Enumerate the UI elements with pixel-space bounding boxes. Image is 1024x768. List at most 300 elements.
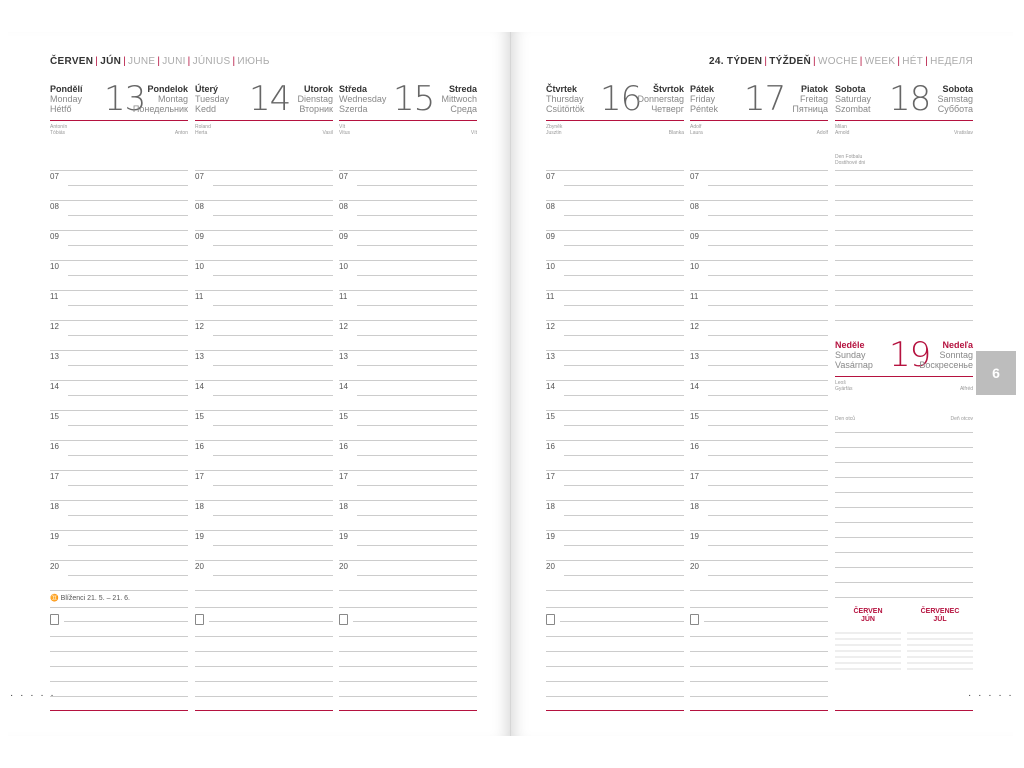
hour-slot[interactable] — [195, 164, 333, 194]
saturday-line[interactable] — [835, 305, 973, 306]
day-column — [690, 79, 828, 571]
hour-slot[interactable] — [50, 344, 188, 374]
hour-slot[interactable] — [690, 344, 828, 374]
hour-slot[interactable] — [546, 374, 684, 404]
saturday-line[interactable] — [835, 215, 973, 216]
zodiac-note — [50, 594, 130, 602]
note-line[interactable] — [690, 696, 828, 697]
day-column-saturday — [835, 79, 973, 623]
hour-slot[interactable] — [195, 254, 333, 284]
day-name-sk: Pondelok — [147, 84, 188, 94]
half-hour-line — [68, 455, 188, 456]
hour-label: 12 — [50, 322, 59, 331]
hour-slot[interactable] — [339, 524, 477, 554]
hour-slot[interactable] — [690, 464, 828, 494]
hour-line — [546, 170, 684, 171]
week-header: 24. TÝDEN | TÝŽDEŇ | WOCHE | WEEK | HÉT | НЕДЕЛЯ — [709, 56, 973, 67]
hour-slot[interactable] — [690, 314, 828, 344]
note-line[interactable] — [339, 681, 477, 682]
name-day-sk: Vratislav — [954, 130, 973, 136]
hour-line — [690, 170, 828, 171]
half-hour-line — [564, 485, 684, 486]
name-day-cz: Antonín — [50, 124, 68, 130]
hour-label: 18 — [50, 502, 59, 511]
hour-line — [546, 530, 684, 531]
hour-label: 15 — [50, 412, 59, 421]
hour-label: 15 — [195, 412, 204, 421]
note-line[interactable] — [690, 666, 828, 667]
hour-label: 17 — [195, 472, 204, 481]
note-line[interactable] — [195, 681, 333, 682]
mini-cal-month-sk: JÚN — [860, 616, 875, 623]
hour-label: 15 — [339, 412, 348, 421]
note-line[interactable] — [690, 636, 828, 637]
hour-line — [339, 200, 477, 201]
note-line[interactable] — [50, 696, 188, 697]
day-name-left — [690, 84, 718, 114]
hour-slot[interactable] — [690, 554, 828, 584]
hour-line — [50, 260, 188, 261]
day-name-cz: Neděle — [835, 340, 865, 350]
sunday-line[interactable] — [835, 447, 973, 448]
note-line[interactable] — [50, 651, 188, 652]
half-hour-line — [708, 575, 828, 576]
mini-calendars — [835, 608, 973, 698]
hour-label: 09 — [546, 232, 555, 241]
name-days — [546, 124, 684, 136]
sunday-line[interactable] — [835, 567, 973, 568]
hour-slot[interactable] — [50, 374, 188, 404]
sunday-line[interactable] — [835, 492, 973, 493]
name-day-cz: Leoš — [835, 380, 846, 386]
day-number: 14 — [249, 79, 291, 119]
hour-slot[interactable] — [195, 344, 333, 374]
hour-line — [195, 560, 333, 561]
half-hour-line — [213, 485, 333, 486]
hour-slot[interactable] — [690, 254, 828, 284]
hour-slot[interactable] — [339, 464, 477, 494]
hour-slot[interactable] — [339, 494, 477, 524]
hour-slot[interactable] — [690, 194, 828, 224]
hour-slot[interactable] — [690, 164, 828, 194]
hour-line — [690, 290, 828, 291]
day-name-cz: Pátek — [690, 84, 715, 94]
header-rule — [50, 120, 188, 121]
half-hour-line — [564, 425, 684, 426]
half-hour-line — [708, 455, 828, 456]
note-line[interactable] — [195, 636, 333, 637]
hour-slot[interactable] — [50, 164, 188, 194]
hour-label: 16 — [690, 442, 699, 451]
saturday-line[interactable] — [835, 200, 973, 201]
sunday-line[interactable] — [835, 432, 973, 433]
hour-slot[interactable] — [195, 194, 333, 224]
day-name-hu: Hétfő — [50, 104, 72, 114]
hour-line — [339, 560, 477, 561]
half-hour-line — [708, 215, 828, 216]
half-hour-line — [357, 485, 477, 486]
half-hour-line — [708, 245, 828, 246]
hour-line — [690, 320, 828, 321]
sunday-line[interactable] — [835, 537, 973, 538]
hour-line — [195, 290, 333, 291]
hour-slot[interactable] — [195, 434, 333, 464]
corner-dots-right: · · · · · — [968, 690, 1014, 701]
hour-slot[interactable] — [546, 284, 684, 314]
half-hour-line — [564, 575, 684, 576]
hour-line — [50, 350, 188, 351]
sunday-line[interactable] — [835, 552, 973, 553]
note-line[interactable] — [50, 681, 188, 682]
half-hour-line — [564, 245, 684, 246]
hour-slot[interactable] — [195, 554, 333, 584]
half-hour-line — [68, 395, 188, 396]
zodiac-text: Blíženci 21. 5. – 21. 6. — [60, 595, 130, 602]
bottom-rule — [339, 710, 477, 711]
half-hour-line — [213, 515, 333, 516]
hour-slot[interactable] — [339, 554, 477, 584]
saturday-line[interactable] — [835, 275, 973, 276]
half-hour-line — [213, 395, 333, 396]
note-line[interactable] — [546, 696, 684, 697]
hour-slot[interactable] — [195, 524, 333, 554]
day-name-en: Monday — [50, 94, 83, 104]
day-name-sk: Štvrtok — [652, 84, 684, 94]
day-number: 19 — [889, 335, 931, 375]
half-hour-line — [357, 365, 477, 366]
month-header: ČERVEN | JÚN | JUNE | JUNI | JÚNIUS | ИЮНЬ — [50, 56, 270, 67]
hour-slot[interactable] — [546, 164, 684, 194]
day-column — [546, 79, 684, 571]
hour-label: 20 — [339, 562, 348, 571]
hour-slot[interactable] — [690, 374, 828, 404]
gemini-icon: ♊ — [50, 595, 59, 602]
hour-label: 18 — [546, 502, 555, 511]
hour-line — [690, 560, 828, 561]
hour-line — [339, 170, 477, 171]
hour-slot[interactable] — [195, 374, 333, 404]
day-name-en: Wednesday — [339, 94, 387, 104]
day-name-en: Tuesday — [195, 94, 230, 104]
header-rule — [546, 120, 684, 121]
hour-label: 07 — [195, 172, 204, 181]
day-name-ru: Суббота — [937, 104, 973, 114]
hour-slot[interactable] — [690, 524, 828, 554]
hour-label: 11 — [195, 292, 204, 301]
hour-slot[interactable] — [546, 254, 684, 284]
sunday-line[interactable] — [835, 462, 973, 463]
name-day-hu: Herta — [195, 130, 208, 136]
hour-slot[interactable] — [690, 434, 828, 464]
note-line[interactable] — [195, 651, 333, 652]
hour-line — [339, 530, 477, 531]
half-hour-line — [213, 305, 333, 306]
hour-slot[interactable] — [50, 524, 188, 554]
note-line[interactable] — [353, 621, 477, 622]
hour-line — [50, 500, 188, 501]
hour-slot[interactable] — [546, 404, 684, 434]
saturday-line[interactable] — [835, 260, 973, 261]
bottom-rule — [50, 710, 188, 711]
sunday-line[interactable] — [835, 582, 973, 583]
half-hour-line — [68, 485, 188, 486]
half-hour-line — [68, 215, 188, 216]
note-line[interactable] — [546, 636, 684, 637]
hour-slot[interactable] — [195, 494, 333, 524]
hour-label: 19 — [195, 532, 204, 541]
day-name-sk: Sobota — [942, 84, 973, 94]
half-hour-line — [68, 545, 188, 546]
hour-slot[interactable] — [690, 224, 828, 254]
sunday-line[interactable] — [835, 522, 973, 523]
note-line[interactable] — [339, 651, 477, 652]
hour-line — [546, 350, 684, 351]
hour-slot[interactable] — [50, 434, 188, 464]
day-name-cz: Pondělí — [50, 84, 83, 94]
day-header — [195, 79, 333, 136]
hour-slot[interactable] — [339, 224, 477, 254]
hour-slot[interactable] — [195, 464, 333, 494]
note-line[interactable] — [50, 636, 188, 637]
day-name-right — [792, 84, 828, 114]
hour-slot[interactable] — [50, 404, 188, 434]
saturday-line[interactable] — [835, 245, 973, 246]
note-line[interactable] — [546, 666, 684, 667]
note-line[interactable] — [704, 621, 828, 622]
hour-label: 10 — [690, 262, 699, 271]
hour-label: 09 — [339, 232, 348, 241]
note-line[interactable] — [339, 666, 477, 667]
hour-slot[interactable] — [339, 344, 477, 374]
header-rule — [339, 120, 477, 121]
hour-slot[interactable] — [195, 284, 333, 314]
hour-line — [546, 500, 684, 501]
half-hour-line — [68, 425, 188, 426]
hour-line — [50, 560, 188, 561]
hour-slot[interactable] — [339, 434, 477, 464]
note-line[interactable] — [546, 651, 684, 652]
hour-slot[interactable] — [339, 284, 477, 314]
note-line[interactable] — [690, 651, 828, 652]
note-icon — [546, 614, 555, 625]
half-hour-line — [213, 335, 333, 336]
hour-label: 07 — [339, 172, 348, 181]
hour-label: 13 — [690, 352, 699, 361]
hour-slot[interactable] — [339, 314, 477, 344]
hour-slot[interactable] — [546, 224, 684, 254]
hour-line — [195, 350, 333, 351]
hour-slot[interactable] — [50, 284, 188, 314]
hour-line — [690, 470, 828, 471]
hour-label: 08 — [339, 202, 348, 211]
week-tab[interactable]: 6 — [976, 351, 1016, 395]
day-name-sk: Utorok — [304, 84, 333, 94]
note-line[interactable] — [195, 666, 333, 667]
name-day-hu: Tóbiás — [50, 130, 66, 136]
day-name-cz: Čtvrtek — [546, 84, 578, 94]
sunday-line[interactable] — [835, 477, 973, 478]
half-hour-line — [708, 305, 828, 306]
hour-slot[interactable] — [690, 284, 828, 314]
footer-line — [195, 590, 333, 591]
note-icon — [690, 614, 699, 625]
hour-line — [339, 320, 477, 321]
note-line[interactable] — [560, 621, 684, 622]
note-line[interactable] — [339, 636, 477, 637]
hour-line — [50, 440, 188, 441]
hour-line — [339, 290, 477, 291]
hour-slot[interactable] — [50, 494, 188, 524]
half-hour-line — [564, 395, 684, 396]
name-day-sk: Adolf — [816, 130, 828, 136]
hour-slot[interactable] — [546, 464, 684, 494]
hour-label: 10 — [50, 262, 59, 271]
name-day-hu: Jusztin — [546, 130, 562, 136]
day-name-ru: Вторник — [299, 104, 333, 114]
half-hour-line — [357, 425, 477, 426]
hour-line — [339, 440, 477, 441]
hour-slot[interactable] — [195, 314, 333, 344]
hour-line — [50, 200, 188, 201]
hour-line — [546, 290, 684, 291]
header-rule — [690, 120, 828, 121]
hour-slot[interactable] — [50, 254, 188, 284]
hour-line — [195, 320, 333, 321]
saturday-line[interactable] — [835, 290, 973, 291]
note-line[interactable] — [64, 621, 188, 622]
hour-label: 11 — [339, 292, 348, 301]
hour-label: 14 — [546, 382, 555, 391]
note-line[interactable] — [50, 666, 188, 667]
day-name-hu: Vasárnap — [835, 360, 873, 370]
hour-label: 12 — [195, 322, 204, 331]
hour-slot[interactable] — [546, 494, 684, 524]
hour-slot[interactable] — [195, 404, 333, 434]
hour-slot[interactable] — [339, 164, 477, 194]
day-name-sk: Streda — [448, 84, 477, 94]
day-name-en: Sunday — [835, 350, 866, 360]
fathers-day-sk: Deň otcov — [950, 416, 973, 422]
hour-line — [50, 380, 188, 381]
hour-slot[interactable] — [690, 494, 828, 524]
header-rule — [835, 120, 973, 121]
hour-line — [50, 320, 188, 321]
hour-slot[interactable] — [339, 194, 477, 224]
name-days — [339, 124, 477, 136]
hour-slot[interactable] — [50, 194, 188, 224]
half-hour-line — [357, 395, 477, 396]
hour-label: 07 — [546, 172, 555, 181]
hour-slot[interactable] — [195, 224, 333, 254]
day-name-left — [195, 84, 229, 114]
hour-label: 18 — [195, 502, 204, 511]
day-name-hu: Péntek — [690, 104, 719, 114]
hour-label: 19 — [690, 532, 699, 541]
fathers-day-cz: Den otců — [835, 416, 856, 422]
day-header — [50, 79, 188, 136]
hour-slot[interactable] — [339, 254, 477, 284]
day-name-left — [339, 84, 386, 114]
note-line[interactable] — [339, 696, 477, 697]
hour-label: 20 — [690, 562, 699, 571]
hour-slot[interactable] — [339, 374, 477, 404]
saturday-line[interactable] — [835, 230, 973, 231]
half-hour-line — [357, 185, 477, 186]
saturday-line[interactable] — [835, 170, 973, 171]
sunday-line[interactable] — [835, 597, 973, 598]
mini-cal-month: ČERVEN — [853, 608, 883, 615]
day-number: 18 — [889, 79, 931, 119]
hour-line — [339, 350, 477, 351]
note-line[interactable] — [209, 621, 333, 622]
hour-slot[interactable] — [50, 554, 188, 584]
day-column — [50, 79, 188, 602]
hour-slot[interactable] — [50, 314, 188, 344]
name-day-hu: Vitus — [339, 130, 351, 136]
hour-line — [195, 380, 333, 381]
note-line[interactable] — [195, 696, 333, 697]
saturday-line[interactable] — [835, 320, 973, 321]
hour-slot[interactable] — [690, 404, 828, 434]
half-hour-line — [708, 485, 828, 486]
hour-label: 19 — [339, 532, 348, 541]
hour-label: 16 — [339, 442, 348, 451]
hour-line — [195, 440, 333, 441]
hour-line — [339, 470, 477, 471]
hour-slot[interactable] — [546, 554, 684, 584]
hour-label: 13 — [339, 352, 348, 361]
hour-slot[interactable] — [546, 314, 684, 344]
hour-line — [195, 200, 333, 201]
hour-slot[interactable] — [546, 194, 684, 224]
half-hour-line — [357, 215, 477, 216]
half-hour-line — [213, 455, 333, 456]
hour-line — [546, 440, 684, 441]
hour-line — [50, 530, 188, 531]
hour-slot[interactable] — [339, 404, 477, 434]
hour-label: 09 — [690, 232, 699, 241]
hour-label: 14 — [195, 382, 204, 391]
hour-line — [690, 500, 828, 501]
sunday-line[interactable] — [835, 507, 973, 508]
hour-slot[interactable] — [50, 224, 188, 254]
half-hour-line — [357, 515, 477, 516]
bottom-rule — [546, 710, 684, 711]
hour-slot[interactable] — [546, 524, 684, 554]
hour-label: 11 — [50, 292, 59, 301]
day-number: 13 — [104, 79, 146, 119]
hour-slot[interactable] — [50, 464, 188, 494]
hour-slot[interactable] — [546, 344, 684, 374]
hour-label: 16 — [50, 442, 59, 451]
note-line[interactable] — [546, 681, 684, 682]
hour-line — [546, 410, 684, 411]
day-name-ru: Пятница — [792, 104, 828, 114]
hour-line — [546, 260, 684, 261]
day-name-right — [937, 84, 973, 114]
hour-label: 17 — [546, 472, 555, 481]
half-hour-line — [708, 365, 828, 366]
saturday-line[interactable] — [835, 185, 973, 186]
hour-label: 08 — [546, 202, 555, 211]
half-hour-line — [357, 245, 477, 246]
hour-slot[interactable] — [546, 434, 684, 464]
note-line[interactable] — [690, 681, 828, 682]
day-name-hu: Szerda — [339, 104, 368, 114]
name-day-hu: Gyárfás — [835, 386, 853, 392]
name-day-cz: Zbyněk — [546, 124, 563, 130]
notes-top-line — [690, 607, 828, 608]
